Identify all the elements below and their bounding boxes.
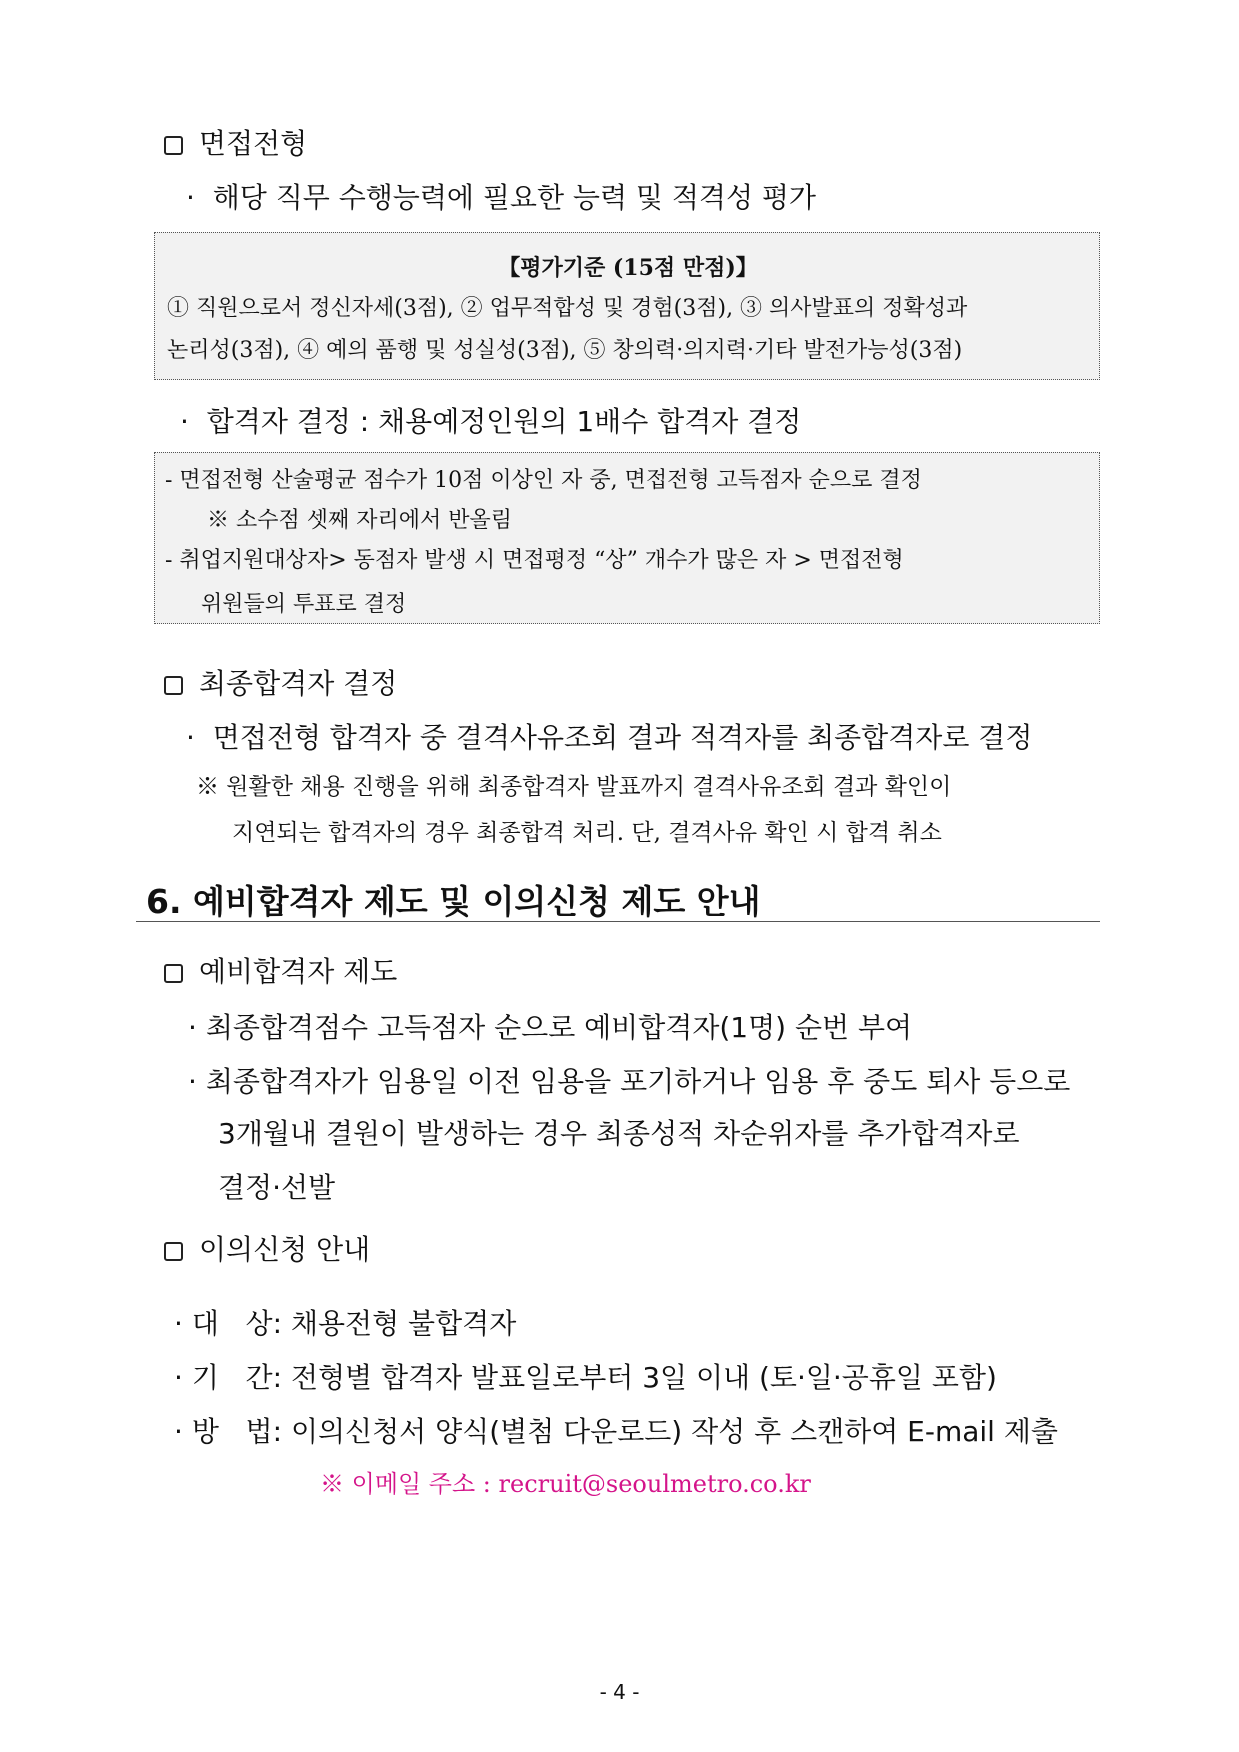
- bullet-text: 합격자 결정 : 채용예정인원의 1배수 합격자 결정: [206, 405, 802, 438]
- appeal-period-row: [174, 1356, 997, 1396]
- pass-decision-box: [154, 452, 1100, 624]
- bullet-continuation: 결정·선발: [218, 1171, 336, 1204]
- field-label: 기 간:: [191, 1361, 283, 1394]
- section-heading-interview: [164, 122, 307, 162]
- appeal-method-row: [174, 1410, 1058, 1450]
- heading-text: 예비합격자 제도: [199, 955, 398, 988]
- bullet-dot-icon: ·: [186, 721, 195, 754]
- heading-text: 최종합격자 결정: [199, 667, 398, 700]
- criteria-line: ① 직원으로서 정신자세(3점), ② 업무적합성 및 경험(3점), ③ 의사발표의 정확성과: [167, 296, 968, 321]
- bullet-dot-icon: ·: [174, 1415, 183, 1448]
- heading-text: 이의신청 안내: [199, 1233, 371, 1266]
- checkbox-square-icon: [164, 1242, 183, 1261]
- bullet-item: [180, 400, 801, 440]
- checkbox-square-icon: [164, 676, 183, 695]
- field-value: 이의신청서 양식(별첨 다운로드) 작성 후 스캔하여 E-mail 제출: [290, 1415, 1058, 1448]
- bullet-text: 최종합격점수 고득점자 순으로 예비합격자(1명) 순번 부여: [205, 1011, 913, 1044]
- section-title: 6. 예비합격자 제도 및 이의신청 제도 안내: [146, 882, 761, 921]
- pass-line: 위원들의 투표로 결정: [201, 592, 407, 617]
- section-heading-reserve: [164, 950, 397, 990]
- checkbox-square-icon: [164, 964, 183, 983]
- bullet-item: [186, 176, 816, 216]
- bullet-dot-icon: ·: [174, 1361, 183, 1394]
- pass-line: - 면접전형 산술평균 점수가 10점 이상인 자 중, 면접전형 고득점자 순으로 결정: [165, 468, 922, 493]
- heading-text: 면접전형: [199, 127, 308, 160]
- field-label: 방 법:: [191, 1415, 283, 1448]
- bullet-item: [186, 716, 1032, 756]
- bullet-text: 최종합격자가 임용일 이전 임용을 포기하거나 임용 후 중도 퇴사 등으로: [205, 1065, 1071, 1098]
- bullet-text: 면접전형 합격자 중 결격사유조회 결과 적격자를 최종합격자로 결정: [212, 721, 1033, 754]
- bullet-dot-icon: ·: [188, 1065, 197, 1098]
- page-number: - 4 -: [599, 1680, 640, 1704]
- checkbox-square-icon: [164, 136, 183, 155]
- bullet-continuation: 3개월내 결원이 발생하는 경우 최종성적 차순위자를 추가합격자로: [218, 1117, 1020, 1150]
- pass-line: - 취업지원대상자> 동점자 발생 시 면접평정 “상” 개수가 많은 자 > 면접전형: [165, 548, 904, 573]
- section-heading-final: [164, 662, 397, 702]
- bullet-dot-icon: ·: [174, 1307, 183, 1340]
- section-divider: [136, 921, 1100, 922]
- bullet-item: [188, 1060, 1070, 1100]
- bullet-dot-icon: ·: [186, 181, 195, 214]
- criteria-title: 【평가기준 (15점 만점)】: [498, 255, 758, 281]
- bullet-text: 해당 직무 수행능력에 필요한 능력 및 적격성 평가: [212, 181, 816, 214]
- final-note: ※ 원활한 채용 진행을 위해 최종합격자 발표까지 결격사유조회 결과 확인이: [196, 774, 952, 800]
- section-heading-appeal: [164, 1228, 370, 1268]
- field-value: 전형별 합격자 발표일로부터 3일 이내 (토·일·공휴일 포함): [290, 1361, 997, 1394]
- final-note: 지연되는 합격자의 경우 최종합격 처리. 단, 결격사유 확인 시 합격 취소: [232, 820, 942, 846]
- bullet-item: [188, 1006, 912, 1046]
- field-label: 대 상:: [191, 1307, 283, 1340]
- appeal-target-row: [174, 1302, 516, 1342]
- email-note: ※ 이메일 주소 : recruit@seoulmetro.co.kr: [320, 1470, 811, 1498]
- field-value: 채용전형 불합격자: [290, 1307, 517, 1340]
- bullet-dot-icon: ·: [188, 1011, 197, 1044]
- pass-note: ※ 소수점 셋째 자리에서 반올림: [207, 508, 512, 533]
- criteria-line: 논리성(3점), ④ 예의 품행 및 성실성(3점), ⑤ 창의력·의지력·기타 발전가능성(3점): [167, 338, 963, 363]
- bullet-dot-icon: ·: [180, 405, 189, 438]
- criteria-box: [154, 232, 1100, 380]
